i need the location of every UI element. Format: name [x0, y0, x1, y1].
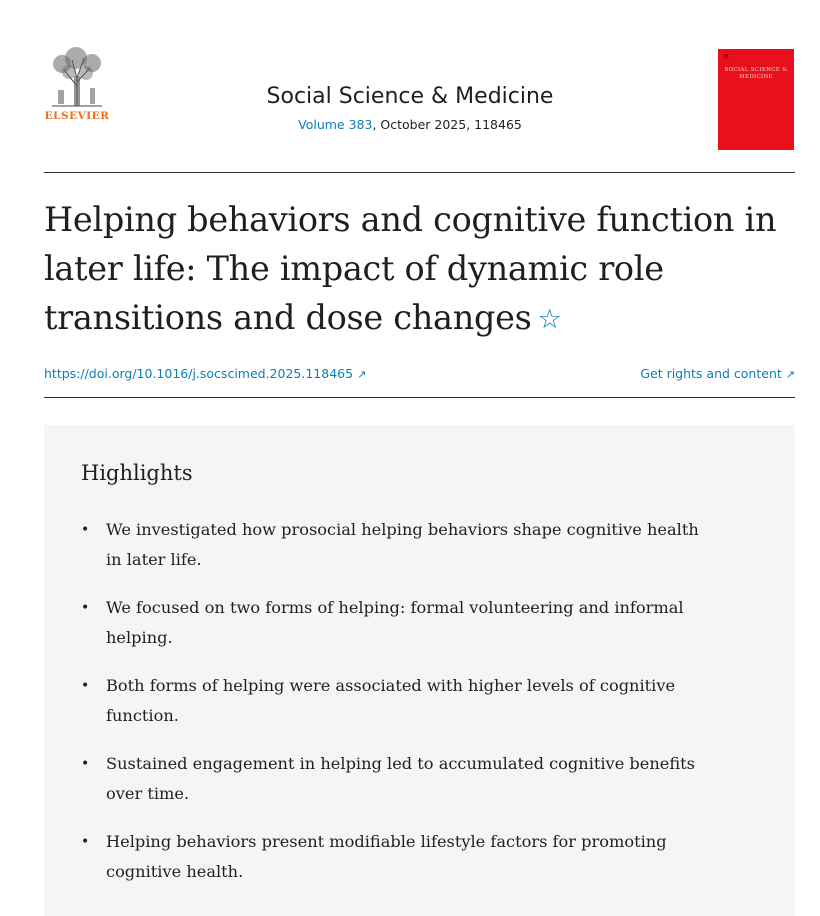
highlight-item	[81, 515, 701, 593]
divider	[44, 172, 795, 173]
volume-link[interactable]: Volume 383	[298, 117, 373, 132]
publisher-name: ELSEVIER	[44, 110, 110, 122]
highlight-text: We focused on two forms of helping: formal volunteering and informal helping.	[106, 598, 684, 647]
article-title-text: Helping behaviors and cognitive function in later life: The impact of dynamic role transitions and dose changes	[44, 200, 777, 337]
highlights-heading: Highlights	[81, 461, 193, 485]
bullet-icon: •	[81, 834, 90, 850]
journal-issue-info	[130, 117, 690, 132]
divider	[44, 397, 795, 398]
tree-icon	[42, 46, 112, 108]
journal-cover-image[interactable]	[718, 49, 794, 150]
external-link-icon: ↗	[785, 368, 795, 381]
highlight-text: We investigated how prosocial helping behaviors shape cognitive health in later life.	[106, 520, 699, 569]
highlight-item	[81, 749, 701, 827]
highlight-item	[81, 671, 701, 749]
highlight-item	[81, 593, 701, 671]
doi-text: https://doi.org/10.1016/j.socscimed.2025.118465	[44, 366, 354, 381]
highlight-text: Sustained engagement in helping led to accumulated cognitive benefits over time.	[106, 754, 695, 803]
journal-header	[130, 84, 690, 132]
bullet-icon: •	[81, 600, 90, 616]
elsevier-logo[interactable]	[42, 46, 112, 126]
highlight-text: Both forms of helping were associated with higher levels of cognitive function.	[106, 676, 676, 725]
bullet-icon: •	[81, 522, 90, 538]
highlight-item	[81, 827, 701, 905]
journal-title[interactable]: Social Science & Medicine	[266, 84, 554, 109]
cover-title: SOCIAL SCIENCE & MEDICINE	[724, 67, 788, 80]
issue-details: , October 2025, 118465	[372, 117, 522, 132]
cover-corner-mark-icon: ✕	[723, 52, 730, 61]
external-link-icon: ↗	[357, 368, 367, 381]
bullet-icon: •	[81, 756, 90, 772]
rights-text: Get rights and content	[640, 366, 782, 381]
star-outline-icon[interactable]: ☆	[537, 304, 562, 335]
highlight-text: Helping behaviors present modifiable lifestyle factors for promoting cognitive health.	[106, 832, 667, 881]
get-rights-link[interactable]	[640, 366, 795, 381]
doi-link[interactable]	[44, 366, 366, 381]
highlights-list	[81, 515, 701, 905]
bullet-icon: •	[81, 678, 90, 694]
article-title	[44, 195, 804, 344]
highlights-panel	[44, 425, 795, 916]
